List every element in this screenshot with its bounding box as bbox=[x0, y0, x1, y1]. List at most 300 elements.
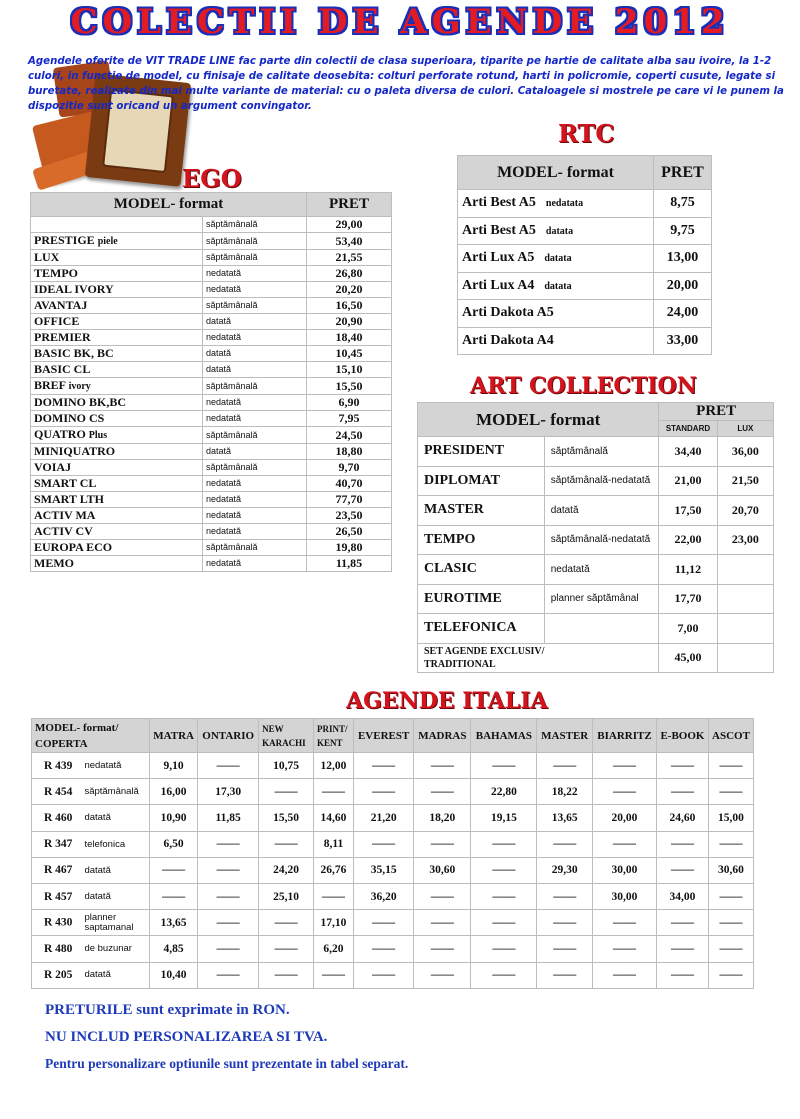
ego-model-label: BASIC CL bbox=[34, 362, 91, 376]
table-row bbox=[31, 266, 392, 282]
ego-price: 15,10 bbox=[307, 362, 392, 378]
ego-price: 26,50 bbox=[307, 524, 392, 540]
rtc-model-name bbox=[458, 217, 654, 245]
art-model-type: datată bbox=[544, 496, 659, 526]
art-col-price: PRET bbox=[659, 403, 774, 421]
art-price-standard: 22,00 bbox=[659, 525, 717, 555]
italia-price: —— bbox=[353, 936, 413, 962]
italia-price: —— bbox=[708, 831, 753, 857]
ego-model-label: OFFICE bbox=[34, 314, 80, 328]
italia-price: —— bbox=[150, 883, 198, 909]
italia-price: —— bbox=[198, 857, 259, 883]
italia-price: 29,30 bbox=[537, 857, 593, 883]
ego-price: 53,40 bbox=[307, 233, 392, 250]
ego-model-label: PRESTIGE bbox=[34, 233, 95, 247]
art-model-type: săptămânală bbox=[544, 437, 659, 467]
table-row bbox=[458, 245, 712, 273]
ego-model-type: săptămânală bbox=[203, 298, 307, 314]
table-row bbox=[31, 233, 392, 250]
ego-price: 21,55 bbox=[307, 250, 392, 266]
art-model-type bbox=[544, 614, 659, 644]
italia-price: —— bbox=[537, 883, 593, 909]
ego-model-name bbox=[31, 266, 203, 282]
italia-price: —— bbox=[471, 857, 537, 883]
italia-type: de buzunar bbox=[84, 943, 132, 955]
italia-price: 12,00 bbox=[314, 753, 354, 779]
italia-price: —— bbox=[314, 962, 354, 988]
table-row bbox=[32, 962, 754, 988]
italia-price: —— bbox=[708, 910, 753, 936]
art-col-model: MODEL- format bbox=[418, 403, 659, 437]
table-row bbox=[31, 540, 392, 556]
ego-title: EGO bbox=[182, 164, 242, 193]
ego-model-label: MINIQUATRO bbox=[34, 444, 116, 458]
italia-price: —— bbox=[414, 831, 471, 857]
table-row bbox=[418, 555, 774, 585]
ego-model-variant: Plus bbox=[88, 430, 108, 441]
ego-price: 10,45 bbox=[307, 346, 392, 362]
italia-type: nedatată bbox=[84, 759, 122, 771]
italia-col-label: BIARRITZ bbox=[597, 729, 652, 742]
italia-price: 30,60 bbox=[414, 857, 471, 883]
rtc-price: 9,75 bbox=[654, 217, 712, 245]
ego-price: 20,90 bbox=[307, 314, 392, 330]
italia-price: —— bbox=[471, 831, 537, 857]
table-row bbox=[32, 936, 754, 962]
art-model-name: TELEFONICA bbox=[418, 614, 545, 644]
ego-model-name bbox=[31, 362, 203, 378]
art-col-standard: STANDARD bbox=[659, 421, 717, 437]
italia-price: 13,65 bbox=[537, 805, 593, 831]
ego-model-type: datată bbox=[203, 314, 307, 330]
ego-model-type: datată bbox=[203, 346, 307, 362]
italia-col-label: KARACHI bbox=[262, 737, 306, 748]
ego-model-label: EUROPA ECO bbox=[34, 540, 113, 554]
art-price-lux: 23,00 bbox=[717, 525, 773, 555]
table-row bbox=[31, 282, 392, 298]
ego-price: 77,70 bbox=[307, 492, 392, 508]
rtc-model-label: Arti Best A5 bbox=[462, 195, 536, 211]
italia-type: telefonica bbox=[84, 838, 126, 850]
italia-price: —— bbox=[198, 883, 259, 909]
ego-model-name bbox=[31, 314, 203, 330]
note-personalization: Pentru personalizare optiunile sunt prezentate in tabel separat. bbox=[45, 1056, 409, 1071]
ego-model-type: nedatată bbox=[203, 282, 307, 298]
intro-text: Agendele oferite de VIT TRADE LINE fac parte din colectii de clasa superioara, tiparite pe hartie de calitate alba sau ivoire, la 1-2 culori, in functie de model, cu finisaje de calitate deosebita: colturi perforate rotund, harti in policromie, coperti cusute, legate si buretate, realizate din mai multe variante de material: cu o paleta diversa de culori. Cataloagele si mostrele pe care vi le punem la dispozitie sunt oricand un argument convingator. bbox=[28, 56, 784, 112]
italia-price: —— bbox=[592, 831, 656, 857]
table-row bbox=[418, 643, 774, 673]
italia-code: R 457 bbox=[44, 890, 73, 903]
art-price-standard: 11,12 bbox=[659, 555, 717, 585]
ego-model-type: săptămânală bbox=[203, 250, 307, 266]
italia-col-header bbox=[656, 719, 708, 753]
ego-price: 29,00 bbox=[307, 217, 392, 233]
ego-model-type: săptămânală bbox=[203, 540, 307, 556]
italia-col-label: KENT bbox=[317, 737, 343, 748]
ego-model-label: ACTIV MA bbox=[34, 508, 96, 522]
italia-price: 18,22 bbox=[537, 779, 593, 805]
art-model-name: DIPLOMAT bbox=[418, 466, 545, 496]
italia-price: 24,20 bbox=[259, 857, 314, 883]
table-row bbox=[31, 556, 392, 572]
italia-price: —— bbox=[656, 936, 708, 962]
note-vat: NU INCLUD PERSONALIZAREA SI TVA. bbox=[45, 1029, 328, 1045]
rtc-price: 24,00 bbox=[654, 300, 712, 328]
ego-model-variant: piele bbox=[97, 236, 118, 247]
table-row bbox=[31, 524, 392, 540]
art-set-label: SET AGENDE EXCLUSIV/ TRADITIONAL bbox=[418, 643, 659, 673]
table-row bbox=[31, 492, 392, 508]
art-model-name: PRESIDENT bbox=[418, 437, 545, 467]
italia-price: —— bbox=[414, 883, 471, 909]
italia-price: 24,60 bbox=[656, 805, 708, 831]
italia-price: —— bbox=[198, 962, 259, 988]
table-row bbox=[31, 411, 392, 427]
italia-code: R 467 bbox=[44, 864, 73, 877]
italia-price: 10,75 bbox=[259, 753, 314, 779]
ego-model-label: AVANTAJ bbox=[34, 298, 88, 312]
ego-model-name bbox=[31, 298, 203, 314]
art-price-standard: 21,00 bbox=[659, 466, 717, 496]
ego-model-label: SMART LTH bbox=[34, 492, 104, 506]
italia-row-code bbox=[32, 831, 150, 857]
rtc-model-type: nedatata bbox=[545, 198, 584, 210]
italia-price: 4,85 bbox=[150, 936, 198, 962]
italia-price: 36,20 bbox=[353, 883, 413, 909]
italia-row-code bbox=[32, 753, 150, 779]
italia-col-header bbox=[259, 719, 314, 753]
ego-price: 23,50 bbox=[307, 508, 392, 524]
italia-row-code bbox=[32, 805, 150, 831]
italia-col-header bbox=[592, 719, 656, 753]
italia-code: R 347 bbox=[44, 838, 73, 851]
rtc-model-name bbox=[458, 327, 654, 355]
art-model-type: săptămânală-nedatată bbox=[544, 466, 659, 496]
rtc-col-model: MODEL- format bbox=[458, 156, 654, 190]
italia-col-label: EVEREST bbox=[357, 729, 410, 742]
italia-price: —— bbox=[198, 910, 259, 936]
table-row bbox=[418, 437, 774, 467]
italia-row-code bbox=[32, 962, 150, 988]
ego-model-name bbox=[31, 492, 203, 508]
italia-price: —— bbox=[353, 962, 413, 988]
ego-model-label: ACTIV CV bbox=[34, 524, 93, 538]
italia-col-label: PRINT/ bbox=[317, 723, 348, 734]
art-model-type: planner săptămânal bbox=[544, 584, 659, 614]
ego-model-name bbox=[31, 556, 203, 572]
italia-table bbox=[31, 718, 754, 989]
ego-model-name bbox=[31, 540, 203, 556]
italia-price: 6,50 bbox=[150, 831, 198, 857]
italia-col-label: ASCOT bbox=[712, 729, 750, 742]
italia-price: —— bbox=[198, 831, 259, 857]
italia-price: —— bbox=[537, 753, 593, 779]
table-row bbox=[32, 831, 754, 857]
table-row bbox=[458, 327, 712, 355]
ego-model-type: săptămânală bbox=[203, 460, 307, 476]
italia-price: —— bbox=[471, 962, 537, 988]
ego-model-type: nedatată bbox=[203, 524, 307, 540]
italia-price: —— bbox=[708, 753, 753, 779]
table-row bbox=[31, 330, 392, 346]
italia-price: 21,20 bbox=[353, 805, 413, 831]
italia-price: —— bbox=[353, 910, 413, 936]
italia-col-header bbox=[414, 719, 471, 753]
italia-price: 8,11 bbox=[314, 831, 354, 857]
italia-price: 14,60 bbox=[314, 805, 354, 831]
art-price-standard: 17,70 bbox=[659, 584, 717, 614]
table-row bbox=[32, 805, 754, 831]
italia-price: —— bbox=[708, 883, 753, 909]
ego-model-name bbox=[31, 427, 203, 444]
italia-price: 22,80 bbox=[471, 779, 537, 805]
ego-model-type: nedatată bbox=[203, 476, 307, 492]
ego-model-name bbox=[31, 444, 203, 460]
ego-price: 18,40 bbox=[307, 330, 392, 346]
rtc-price: 33,00 bbox=[654, 327, 712, 355]
ego-model-label: DOMINO BK,BC bbox=[34, 395, 127, 409]
ego-model-type: săptămânală bbox=[203, 427, 307, 444]
art-price-standard: 34,40 bbox=[659, 437, 717, 467]
ego-price: 9,70 bbox=[307, 460, 392, 476]
table-row bbox=[418, 466, 774, 496]
italia-price: —— bbox=[414, 753, 471, 779]
italia-price: —— bbox=[353, 779, 413, 805]
italia-price: —— bbox=[259, 910, 314, 936]
italia-price: —— bbox=[414, 910, 471, 936]
ego-model-label: VOIAJ bbox=[34, 460, 72, 474]
table-row bbox=[458, 190, 712, 218]
table-row bbox=[31, 217, 392, 233]
italia-col-header bbox=[314, 719, 354, 753]
table-row bbox=[31, 508, 392, 524]
ego-model-name bbox=[31, 346, 203, 362]
table-row bbox=[418, 496, 774, 526]
italia-price: 10,40 bbox=[150, 962, 198, 988]
ego-model-label: PREMIER bbox=[34, 330, 91, 344]
italia-row-code bbox=[32, 910, 150, 936]
note-currency: PRETURILE sunt exprimate in RON. bbox=[45, 1002, 290, 1018]
italia-code: R 480 bbox=[44, 942, 73, 955]
italia-price: —— bbox=[259, 779, 314, 805]
art-price-standard: 17,50 bbox=[659, 496, 717, 526]
italia-price: —— bbox=[259, 936, 314, 962]
ego-price: 24,50 bbox=[307, 427, 392, 444]
ego-model-type: nedatată bbox=[203, 330, 307, 346]
italia-price: 15,50 bbox=[259, 805, 314, 831]
rtc-table bbox=[457, 155, 712, 355]
ego-model-name bbox=[31, 282, 203, 298]
art-title: ART COLLECTION bbox=[470, 373, 697, 399]
ego-model-label: QUATRO bbox=[34, 427, 86, 441]
rtc-price: 8,75 bbox=[654, 190, 712, 218]
ego-col-price: PRET bbox=[307, 193, 392, 217]
italia-col-header bbox=[150, 719, 198, 753]
italia-col-label: MASTER bbox=[541, 729, 589, 742]
italia-price: —— bbox=[656, 962, 708, 988]
table-row bbox=[31, 362, 392, 378]
rtc-model-name bbox=[458, 272, 654, 300]
italia-col-header bbox=[471, 719, 537, 753]
art-price-lux bbox=[717, 555, 773, 585]
rtc-model-type: datata bbox=[544, 280, 572, 292]
table-row bbox=[31, 444, 392, 460]
italia-col-label: E-BOOK bbox=[660, 729, 705, 742]
italia-price: 34,00 bbox=[656, 883, 708, 909]
italia-price: —— bbox=[656, 753, 708, 779]
italia-price: —— bbox=[414, 779, 471, 805]
table-row bbox=[31, 298, 392, 314]
italia-col-header bbox=[198, 719, 259, 753]
table-row bbox=[31, 346, 392, 362]
italia-price: —— bbox=[592, 779, 656, 805]
italia-price: 15,00 bbox=[708, 805, 753, 831]
ego-model-name bbox=[31, 250, 203, 266]
italia-price: —— bbox=[414, 936, 471, 962]
italia-col-model: MODEL- format/ COPERTA bbox=[32, 719, 150, 753]
italia-price: 30,60 bbox=[708, 857, 753, 883]
italia-price: —— bbox=[592, 910, 656, 936]
italia-price: —— bbox=[353, 831, 413, 857]
table-row bbox=[418, 614, 774, 644]
ego-model-name bbox=[31, 460, 203, 476]
rtc-model-name bbox=[458, 245, 654, 273]
ego-model-name bbox=[31, 476, 203, 492]
italia-code: R 430 bbox=[44, 916, 73, 929]
price-notes bbox=[45, 1002, 408, 1083]
italia-code: R 439 bbox=[44, 759, 73, 772]
ego-price: 6,90 bbox=[307, 395, 392, 411]
ego-model-type: datată bbox=[203, 362, 307, 378]
ego-price: 15,50 bbox=[307, 378, 392, 395]
italia-col-label: MADRAS bbox=[418, 729, 467, 742]
italia-price: —— bbox=[708, 936, 753, 962]
ego-price: 16,50 bbox=[307, 298, 392, 314]
table-row bbox=[31, 427, 392, 444]
italia-price: —— bbox=[471, 883, 537, 909]
table-row bbox=[32, 857, 754, 883]
italia-type: săptămânală bbox=[84, 786, 139, 798]
ego-price: 7,95 bbox=[307, 411, 392, 427]
table-row bbox=[32, 779, 754, 805]
italia-price: 13,65 bbox=[150, 910, 198, 936]
italia-type: datată bbox=[84, 812, 111, 824]
ego-model-type: nedatată bbox=[203, 411, 307, 427]
italia-price: 17,30 bbox=[198, 779, 259, 805]
italia-col-label: MATRA bbox=[153, 729, 194, 742]
italia-price: —— bbox=[198, 753, 259, 779]
italia-col-label: BAHAMAS bbox=[475, 729, 532, 742]
ego-model-name bbox=[31, 395, 203, 411]
italia-col-header bbox=[708, 719, 753, 753]
table-row bbox=[31, 395, 392, 411]
italia-row-code bbox=[32, 857, 150, 883]
italia-price: —— bbox=[471, 910, 537, 936]
rtc-model-type: datata bbox=[544, 253, 572, 265]
italia-col-label: ONTARIO bbox=[202, 729, 255, 742]
ego-model-name bbox=[31, 508, 203, 524]
art-model-name: TEMPO bbox=[418, 525, 545, 555]
italia-row-code bbox=[32, 936, 150, 962]
ego-model-name bbox=[31, 233, 203, 250]
ego-price: 20,20 bbox=[307, 282, 392, 298]
italia-col-label: NEW bbox=[262, 723, 284, 734]
italia-price: —— bbox=[708, 779, 753, 805]
italia-price: —— bbox=[592, 753, 656, 779]
ego-model-label: DOMINO CS bbox=[34, 411, 105, 425]
ego-price: 26,80 bbox=[307, 266, 392, 282]
ego-model-type: nedatată bbox=[203, 395, 307, 411]
ego-model-type: săptămânală bbox=[203, 378, 307, 395]
italia-price: —— bbox=[259, 962, 314, 988]
rtc-model-label: Arti Dakota A5 bbox=[462, 305, 554, 321]
ego-model-type: nedatată bbox=[203, 556, 307, 572]
ego-model-label: LUX bbox=[34, 250, 60, 264]
ego-model-name bbox=[31, 330, 203, 346]
ego-model-label: TEMPO bbox=[34, 266, 78, 280]
italia-code: R 460 bbox=[44, 811, 73, 824]
rtc-model-label: Arti Best A5 bbox=[462, 222, 536, 238]
art-model-name: MASTER bbox=[418, 496, 545, 526]
italia-price: 19,15 bbox=[471, 805, 537, 831]
rtc-title: RTC bbox=[558, 119, 615, 148]
italia-price: 30,00 bbox=[592, 857, 656, 883]
ego-price: 19,80 bbox=[307, 540, 392, 556]
art-price-lux: 36,00 bbox=[717, 437, 773, 467]
table-row bbox=[31, 460, 392, 476]
italia-code: R 454 bbox=[44, 785, 73, 798]
italia-type: datată bbox=[84, 864, 111, 876]
italia-price: —— bbox=[656, 779, 708, 805]
italia-price: 9,10 bbox=[150, 753, 198, 779]
rtc-model-type: datata bbox=[545, 225, 574, 237]
italia-price: —— bbox=[353, 753, 413, 779]
table-row bbox=[458, 300, 712, 328]
italia-col-header bbox=[537, 719, 593, 753]
italia-price: —— bbox=[656, 910, 708, 936]
italia-price: —— bbox=[537, 910, 593, 936]
table-row bbox=[31, 476, 392, 492]
ego-model-name bbox=[31, 217, 203, 233]
italia-type: datată bbox=[84, 969, 111, 981]
art-model-name: EUROTIME bbox=[418, 584, 545, 614]
rtc-model-name bbox=[458, 190, 654, 218]
ego-model-type: nedatată bbox=[203, 508, 307, 524]
italia-price: —— bbox=[656, 831, 708, 857]
table-row bbox=[32, 910, 754, 936]
italia-row-code bbox=[32, 779, 150, 805]
italia-type: datată bbox=[84, 890, 111, 902]
italia-price: 6,20 bbox=[314, 936, 354, 962]
art-model-type: săptămânală-nedatată bbox=[544, 525, 659, 555]
rtc-col-price: PRET bbox=[654, 156, 712, 190]
ego-model-name bbox=[31, 411, 203, 427]
table-row bbox=[31, 378, 392, 395]
italia-code: R 205 bbox=[44, 969, 73, 982]
italia-price: 30,00 bbox=[592, 883, 656, 909]
italia-price: 25,10 bbox=[259, 883, 314, 909]
ego-model-label: BASIC BK, BC bbox=[34, 346, 114, 360]
italia-price: 16,00 bbox=[150, 779, 198, 805]
ego-model-variant: ivory bbox=[68, 381, 91, 392]
italia-title: AGENDE ITALIA bbox=[346, 688, 548, 714]
italia-price: —— bbox=[537, 831, 593, 857]
italia-type: planner saptamanal bbox=[84, 911, 134, 933]
italia-price: —— bbox=[414, 962, 471, 988]
italia-price: 35,15 bbox=[353, 857, 413, 883]
italia-price: —— bbox=[314, 883, 354, 909]
art-col-lux: LUX bbox=[717, 421, 773, 437]
